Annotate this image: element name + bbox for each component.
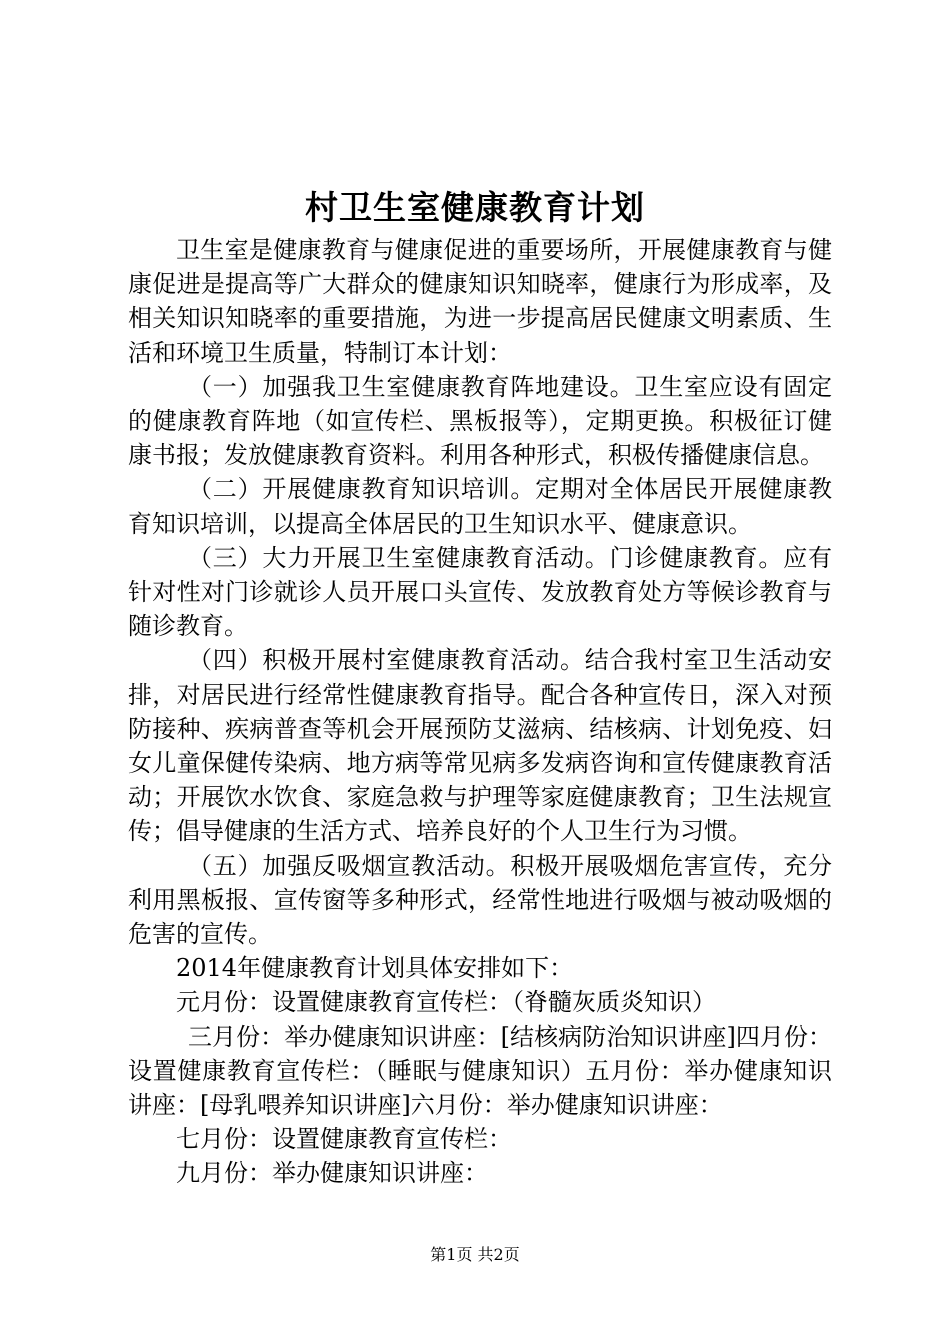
page-footer: 第1页 共2页 xyxy=(430,1245,520,1264)
schedule-heading: 2014年健康教育计划具体安排如下： xyxy=(176,954,574,983)
document-title: 村卫生室健康教育计划 xyxy=(305,188,645,227)
section-2-paragraph: （二）开展健康教育知识培训。定期对全体居民开展健康教育知识培训，以提高全体居民的卫生知识水平、健康意识。 xyxy=(128,475,832,538)
schedule-january: 元月份：设置健康教育宣传栏：（脊髓灰质炎知识） xyxy=(176,988,716,1017)
schedule-march-june: 三月份：举办健康知识讲座：[结核病防治知识讲座]四月份：设置健康教育宣传栏：（睡眠与健康知识）五月份：举办健康知识讲座：[母乳喂养知识讲座]六月份：举办健康知识讲座： xyxy=(128,1022,832,1120)
schedule-july: 七月份：设置健康教育宣传栏： xyxy=(176,1125,512,1154)
section-1-paragraph: （一）加强我卫生室健康教育阵地建设。卫生室应设有固定的健康教育阵地（如宣传栏、黑板报等），定期更换。积极征订健康书报；发放健康教育资料。利用各种形式，积极传播健康信息。 xyxy=(128,372,832,470)
intro-paragraph: 卫生室是健康教育与健康促进的重要场所，开展健康教育与健康促进是提高等广大群众的健康知识知晓率，健康行为形成率，及相关知识知晓率的重要措施，为进一步提高居民健康文明素质、生活和环境卫生质量，特制订本计划： xyxy=(128,236,832,367)
schedule-september: 九月份：举办健康知识讲座： xyxy=(176,1159,488,1188)
section-3-paragraph: （三）大力开展卫生室健康教育活动。门诊健康教育。应有针对性对门诊就诊人员开展口头宣传、发放教育处方等候诊教育与随诊教育。 xyxy=(128,543,832,641)
document-body xyxy=(128,233,832,1191)
section-5-paragraph: （五）加强反吸烟宣教活动。积极开展吸烟危害宣传，充分利用黑板报、宣传窗等多种形式，经常性地进行吸烟与被动吸烟的危害的宣传。 xyxy=(128,851,832,949)
section-4-paragraph: （四）积极开展村室健康教育活动。结合我村室卫生活动安排，对居民进行经常性健康教育指导。配合各种宣传日，深入对预防接种、疾病普查等机会开展预防艾滋病、结核病、计划免疫、妇女儿童保健传染病、地方病等常见病多发病咨询和宣传健康教育活动；开展饮水饮食、家庭急救与护理等家庭健康教育；卫生法规宣传；倡导健康的生活方式、培养良好的个人卫生行为习惯。 xyxy=(128,646,832,846)
